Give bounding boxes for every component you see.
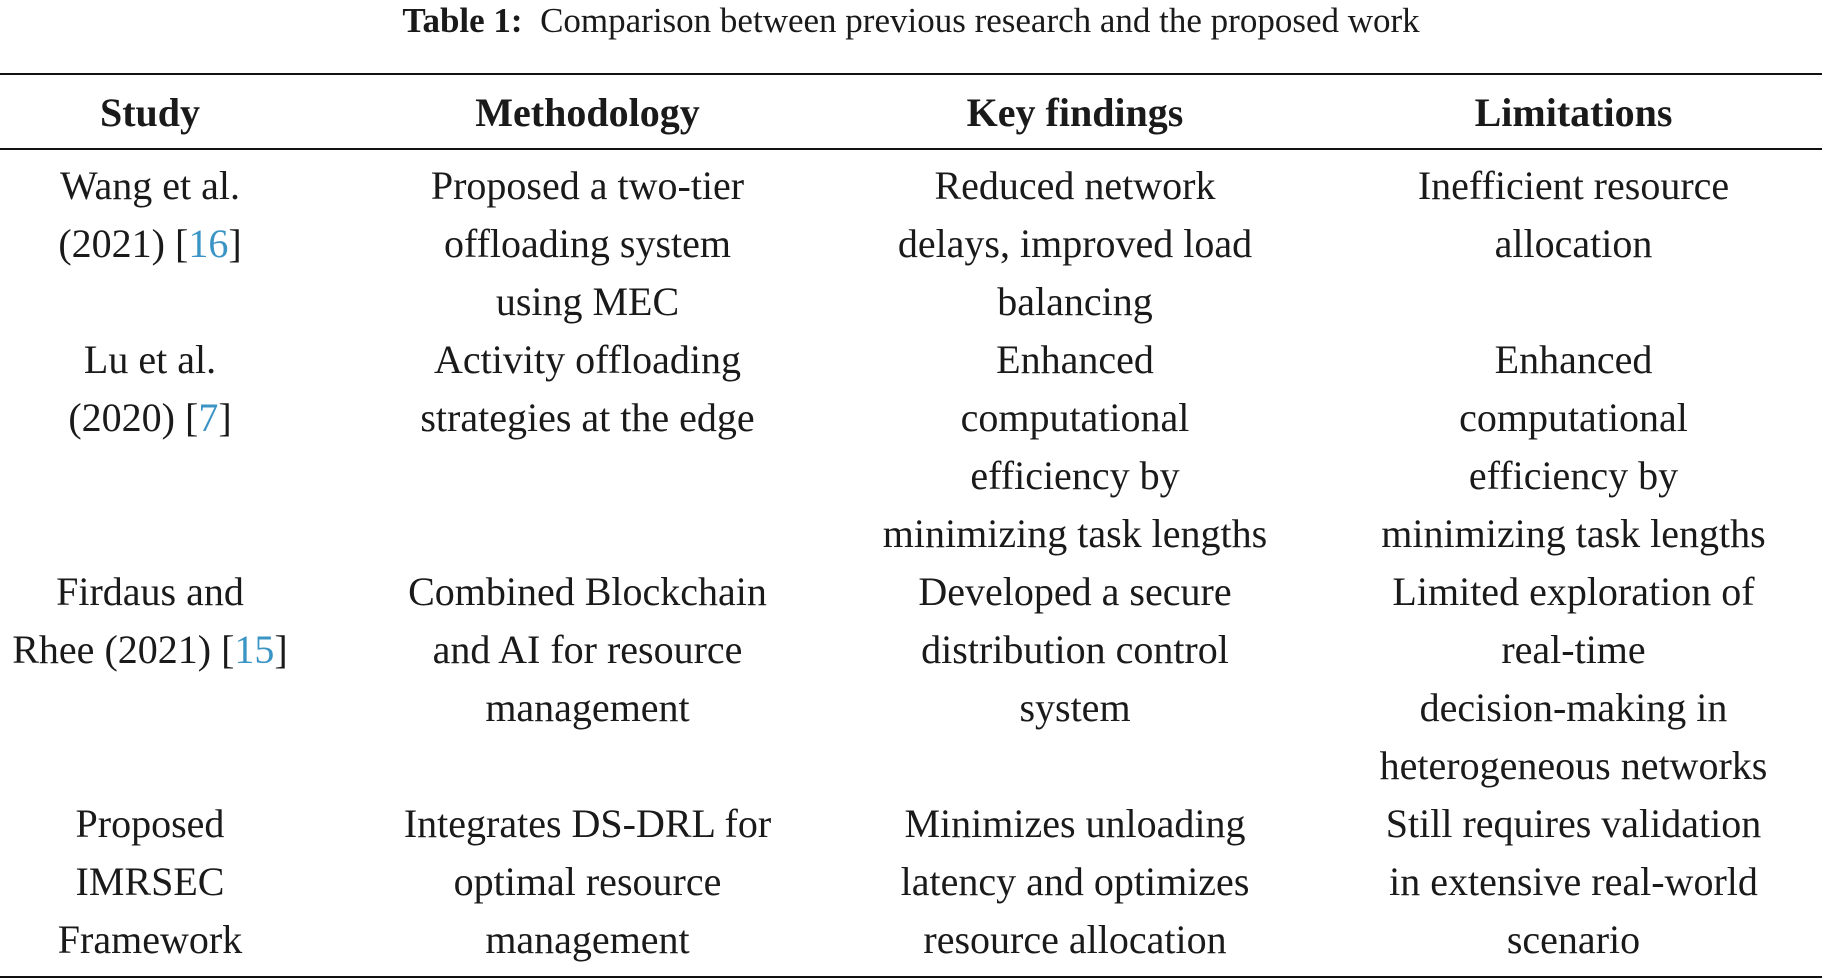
cell-line: Firdaus and	[56, 569, 244, 614]
cell-key-findings	[825, 795, 1325, 969]
cell-methodology	[300, 157, 875, 331]
cell-line	[0, 621, 300, 679]
cell-line: IMRSEC	[75, 859, 225, 904]
cell-line: delays, improved load	[897, 221, 1253, 266]
cell-line: management	[485, 917, 690, 962]
cell-key-findings	[825, 563, 1325, 737]
cell-line: in extensive real-world	[1389, 859, 1758, 904]
cell-line: Activity offloading	[434, 337, 741, 382]
cell-line: Inefficient resource	[1417, 163, 1730, 208]
cell-line: optimal resource	[453, 859, 722, 904]
header-study: Study	[99, 90, 201, 135]
header-key-findings: Key findings	[966, 90, 1184, 135]
cell-line: Reduced network	[934, 163, 1216, 208]
cell-line: resource allocation	[923, 917, 1227, 962]
cell-line: using MEC	[495, 279, 680, 324]
cell-line: computational	[960, 395, 1190, 440]
cell-limitations	[1325, 563, 1822, 795]
cell-limitations	[1325, 157, 1822, 273]
caption-label: Table 1:	[402, 1, 523, 40]
cell-line: allocation	[1494, 221, 1653, 266]
cell-line: balancing	[997, 279, 1153, 324]
cell-line: Wang et al.	[59, 163, 241, 208]
cell-limitations	[1325, 795, 1822, 969]
cell-key-findings	[825, 331, 1325, 563]
cell-methodology	[300, 795, 875, 969]
cell-line: minimizing task lengths	[882, 511, 1268, 556]
cell-line: Lu et al.	[83, 337, 217, 382]
cell-line: Minimizes unloading	[904, 801, 1246, 846]
cell-line	[0, 215, 300, 273]
cell-methodology	[300, 331, 875, 447]
cell-line: real-time	[1501, 627, 1646, 672]
cell-limitations	[1325, 331, 1822, 563]
cell-line: and AI for resource	[432, 627, 743, 672]
reference-link[interactable]: 16	[188, 221, 229, 266]
cell-line: Combined Blockchain	[408, 569, 767, 614]
cell-line: heterogeneous networks	[1379, 743, 1768, 788]
table-bottom-rule	[0, 976, 1822, 978]
cell-line: Developed a secure	[918, 569, 1232, 614]
cell-study	[0, 157, 300, 273]
cell-study	[0, 331, 300, 447]
cell-line: Framework	[57, 917, 243, 962]
table-header-rule	[0, 148, 1822, 150]
cell-text: ]	[274, 627, 288, 672]
reference-link[interactable]: 15	[234, 627, 275, 672]
caption-text: Comparison between previous research and the proposed work	[540, 1, 1420, 40]
cell-line: Still requires validation	[1385, 801, 1762, 846]
cell-line: system	[1019, 685, 1131, 730]
cell-methodology	[300, 563, 875, 737]
cell-line: Proposed	[75, 801, 225, 846]
cell-text: (2021) [	[58, 221, 189, 266]
cell-text: (2020) [	[68, 395, 199, 440]
cell-line: management	[485, 685, 690, 730]
cell-line: Limited exploration of	[1392, 569, 1755, 614]
reference-link[interactable]: 7	[198, 395, 219, 440]
cell-line: efficiency by	[970, 453, 1180, 498]
table-caption	[0, 0, 1822, 42]
cell-line: Enhanced	[996, 337, 1154, 382]
cell-line: latency and optimizes	[900, 859, 1250, 904]
cell-line	[0, 389, 300, 447]
cell-text: Rhee (2021) [	[12, 627, 235, 672]
cell-line: computational	[1459, 395, 1688, 440]
header-methodology: Methodology	[475, 90, 700, 135]
cell-study	[0, 795, 300, 969]
cell-key-findings	[825, 157, 1325, 331]
cell-line: Proposed a two-tier	[430, 163, 745, 208]
cell-text: ]	[228, 221, 242, 266]
cell-line: scenario	[1506, 917, 1641, 962]
cell-line: Enhanced	[1494, 337, 1653, 382]
cell-line: Integrates DS-DRL for	[403, 801, 772, 846]
cell-line: efficiency by	[1468, 453, 1679, 498]
cell-line: minimizing task lengths	[1381, 511, 1766, 556]
cell-text: ]	[218, 395, 232, 440]
cell-study	[0, 563, 300, 679]
header-limitations: Limitations	[1474, 90, 1673, 135]
table-header-row	[0, 78, 1822, 148]
cell-line: decision-making in	[1419, 685, 1728, 730]
cell-line: distribution control	[921, 627, 1229, 672]
cell-line: strategies at the edge	[420, 395, 755, 440]
table-top-rule	[0, 73, 1822, 75]
cell-line: offloading system	[443, 221, 731, 266]
